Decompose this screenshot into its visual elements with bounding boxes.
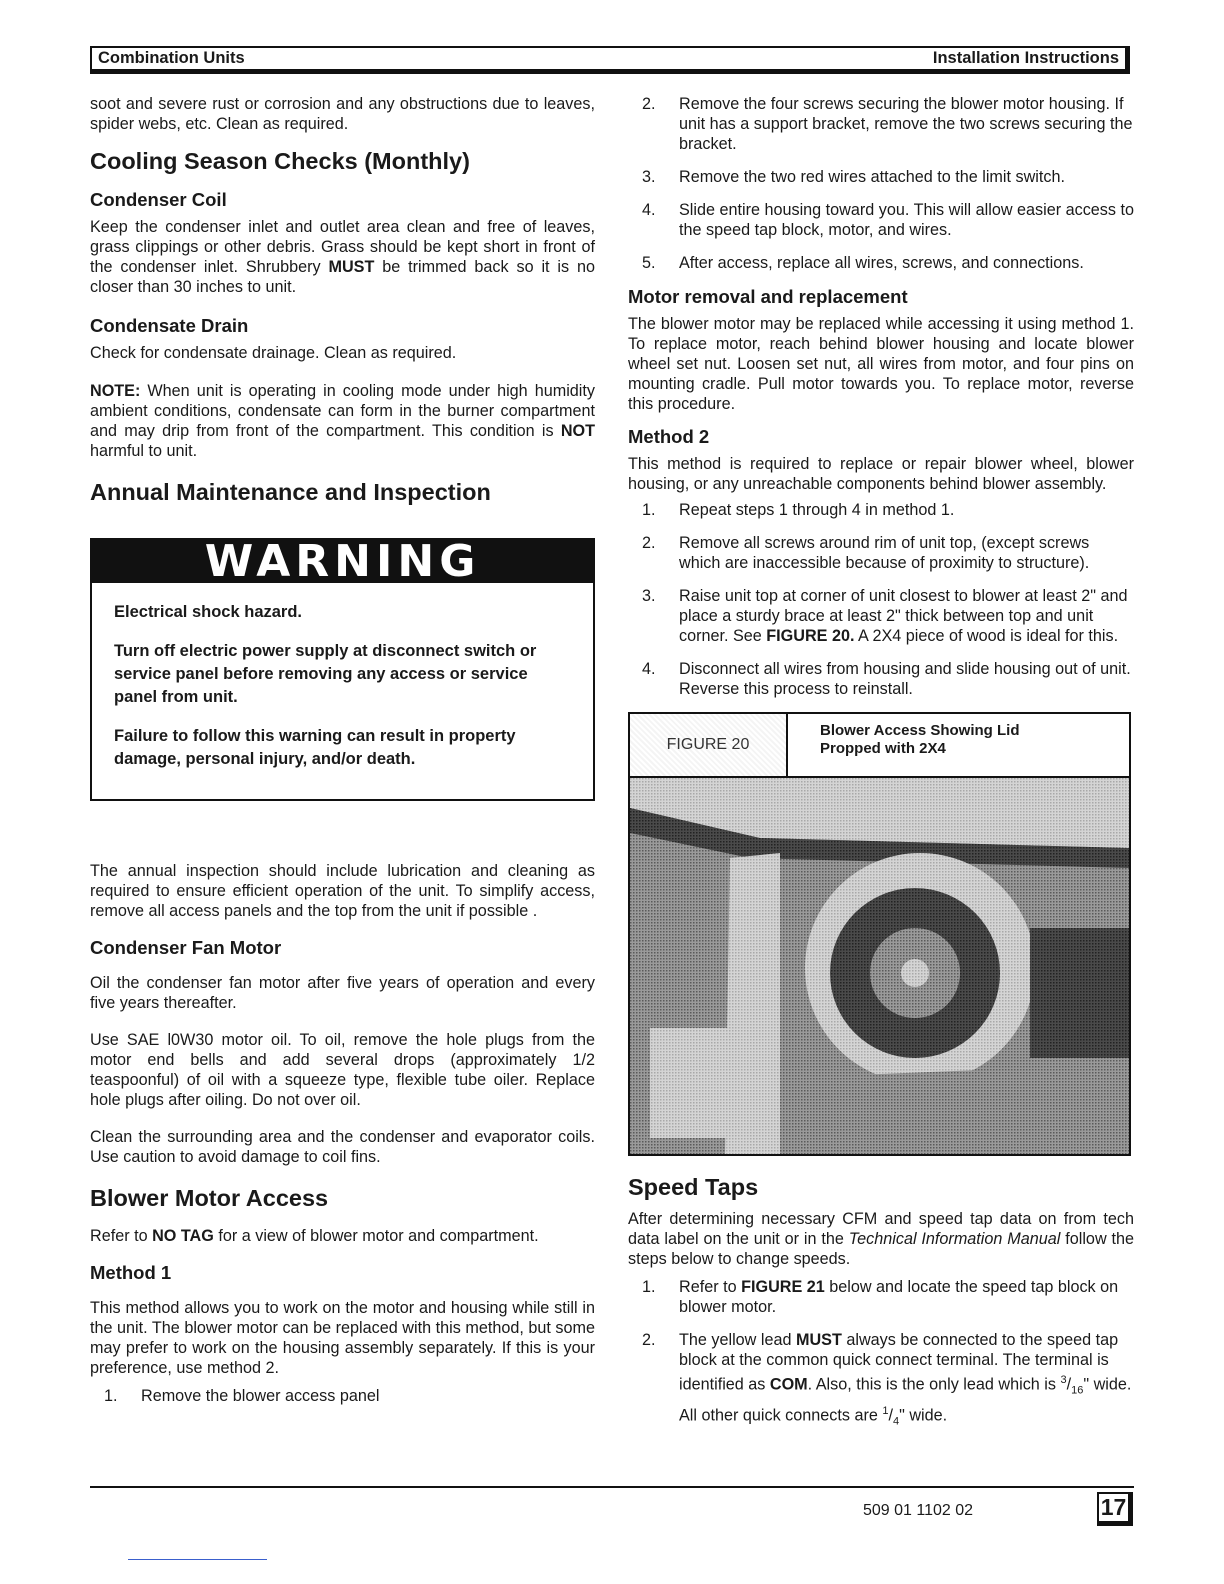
header-document-type: Installation Instructions — [932, 49, 1119, 67]
condenser-coil-heading: Condenser Coil — [90, 189, 227, 210]
list-item: 3. Remove the two red wires attached to the limit switch. — [642, 168, 1065, 186]
fan-oil-procedure-paragraph: Use SAE l0W30 motor oil. To oil, remove the hole plugs from the motor end bells and add several drops (approximately 1/2 teaspoonful) of oil with a squeeze type, flexible tube oiler. Replace hole plugs after oiling. Do not over oil. — [90, 1031, 595, 1109]
warning-banner: WARNING — [92, 540, 593, 583]
list-item: 1. Repeat steps 1 through 4 in method 1. — [642, 501, 955, 519]
speed-taps-paragraph: After determining necessary CFM and speed tap data on from tech data label on the unit or in the Technical Information Manual follow the steps below to change speeds. — [628, 1210, 1135, 1268]
annual-maintenance-heading: Annual Maintenance and Inspection — [90, 479, 491, 505]
list-item: 3. Raise unit top at corner of unit closest to blower at least 2" and place a sturdy brace at least 2" thick between top and unit corner. See FIGURE 20. A 2X4 piece of wood is ideal for this. — [642, 587, 1128, 645]
method-1-paragraph: This method allows you to work on the motor and housing while still in the unit. The blower motor can be replaced with this method, but some may prefer to work on the housing assembly separately. If this is your preference, use method 2. — [90, 1299, 595, 1377]
document-number: 509 01 1102 02 — [863, 1502, 974, 1519]
method-1-steps-continued — [628, 94, 1134, 273]
warning-line-hazard: Electrical shock hazard. — [114, 603, 303, 621]
condenser-coil-paragraph: Keep the condenser inlet and outlet area clean and free of leaves, grass clippings or other debris. Grass should be kept short in front of the condenser inlet. Shrubbery MUST be trimmed back so it is no closer than 30 inches to unit. — [90, 218, 596, 296]
cooling-season-heading: Cooling Season Checks (Monthly) — [90, 148, 470, 174]
list-item: 4. Disconnect all wires from housing and slide housing out of unit. Reverse this process to reinstall. — [642, 660, 1131, 698]
list-item: 2. Remove the four screws securing the blower motor housing. If unit has a support bracket, remove the two screws securing the bracket. — [642, 95, 1133, 153]
page-number: 17 — [1097, 1492, 1133, 1526]
blower-access-photo — [630, 778, 1129, 1154]
list-item: 2. The yellow lead MUST always be connected to the speed tap block at the common quick connect terminal. The terminal is identified as COM. Also, this is the only lead which is $^3/_{16}$" wide. All other quick connects are $^1/_4$" wide. — [642, 1331, 1132, 1428]
condensate-drain-paragraph: Check for condensate drainage. Clean as required. — [90, 344, 457, 362]
list-item: 2. Remove all screws around rim of unit top, (except screws which are inaccessible because of proximity to structure). — [642, 534, 1090, 572]
speed-taps-heading: Speed Taps — [628, 1174, 759, 1200]
list-item: 1. Refer to FIGURE 21 below and locate the speed tap block on blower motor. — [642, 1278, 1119, 1316]
method-2-paragraph: This method is required to replace or repair blower wheel, blower housing, or any unreachable components behind blower assembly. — [628, 455, 1134, 493]
speed-tap-steps — [628, 1277, 1134, 1431]
method-2-heading: Method 2 — [628, 426, 710, 447]
right-column — [628, 94, 1134, 1444]
bottom-link-rule — [128, 1559, 267, 1560]
method-2-steps — [628, 500, 1134, 699]
motor-removal-paragraph: The blower motor may be replaced while accessing it using method 1. To replace motor, reach behind blower housing and locate blower wheel set nut. Loosen set nut, all wires from motor, and four pins on mounting cradle. Pull motor towards you. To replace motor, reverse this procedure. — [628, 315, 1134, 413]
figure-label: FIGURE 20 — [630, 714, 788, 776]
left-column — [90, 94, 595, 1419]
fan-oil-interval-paragraph: Oil the condenser fan motor after five years of operation and every five years thereafter. — [90, 974, 595, 1012]
method-1-heading: Method 1 — [90, 1262, 172, 1283]
list-item: 1. Remove the blower access panel — [104, 1387, 380, 1405]
intro-paragraph: soot and severe rust or corrosion and any obstructions due to leaves, spider webs, etc. Clean as required. — [90, 95, 595, 133]
warning-line-instruction: Turn off electric power supply at disconnect switch or service panel before removing any access or service panel from unit. — [114, 642, 537, 706]
figure-caption: Blower Access Showing Lid Propped with 2X4 — [820, 722, 1020, 757]
annual-inspection-paragraph: The annual inspection should include lubrication and cleaning as required to ensure efficient operation of the unit. To simplify access, remove all access panels and the top from the unit if possible . — [90, 862, 595, 920]
condenser-fan-motor-heading: Condenser Fan Motor — [90, 937, 282, 958]
list-item: 5. After access, replace all wires, screws, and connections. — [642, 254, 1084, 272]
blower-motor-access-heading: Blower Motor Access — [90, 1185, 329, 1211]
note-paragraph: NOTE: When unit is operating in cooling mode under high humidity ambient conditions, condensate can form in the burner compartment and may drip from front of the compartment. This condition is NOT harmful to unit. — [90, 382, 595, 460]
motor-removal-heading: Motor removal and replacement — [628, 286, 908, 307]
condensate-drain-heading: Condensate Drain — [90, 315, 249, 336]
header-section-title: Combination Units — [98, 49, 245, 67]
list-item: 4. Slide entire housing toward you. This will allow easier access to the speed tap block, motor, and wires. — [642, 201, 1134, 239]
footer-rule — [90, 1486, 1134, 1488]
coil-cleaning-paragraph: Clean the surrounding area and the condenser and evaporator coils. Use caution to avoid damage to coil fins. — [90, 1128, 595, 1166]
warning-line-consequence: Failure to follow this warning can result in property damage, personal injury, and/or death. — [114, 727, 516, 768]
blower-reference-paragraph: Refer to NO TAG for a view of blower motor and compartment. — [90, 1227, 539, 1245]
figure-20 — [628, 712, 1131, 1156]
page-header — [90, 46, 1130, 74]
warning-box — [90, 535, 595, 801]
method-1-steps — [90, 1386, 595, 1406]
